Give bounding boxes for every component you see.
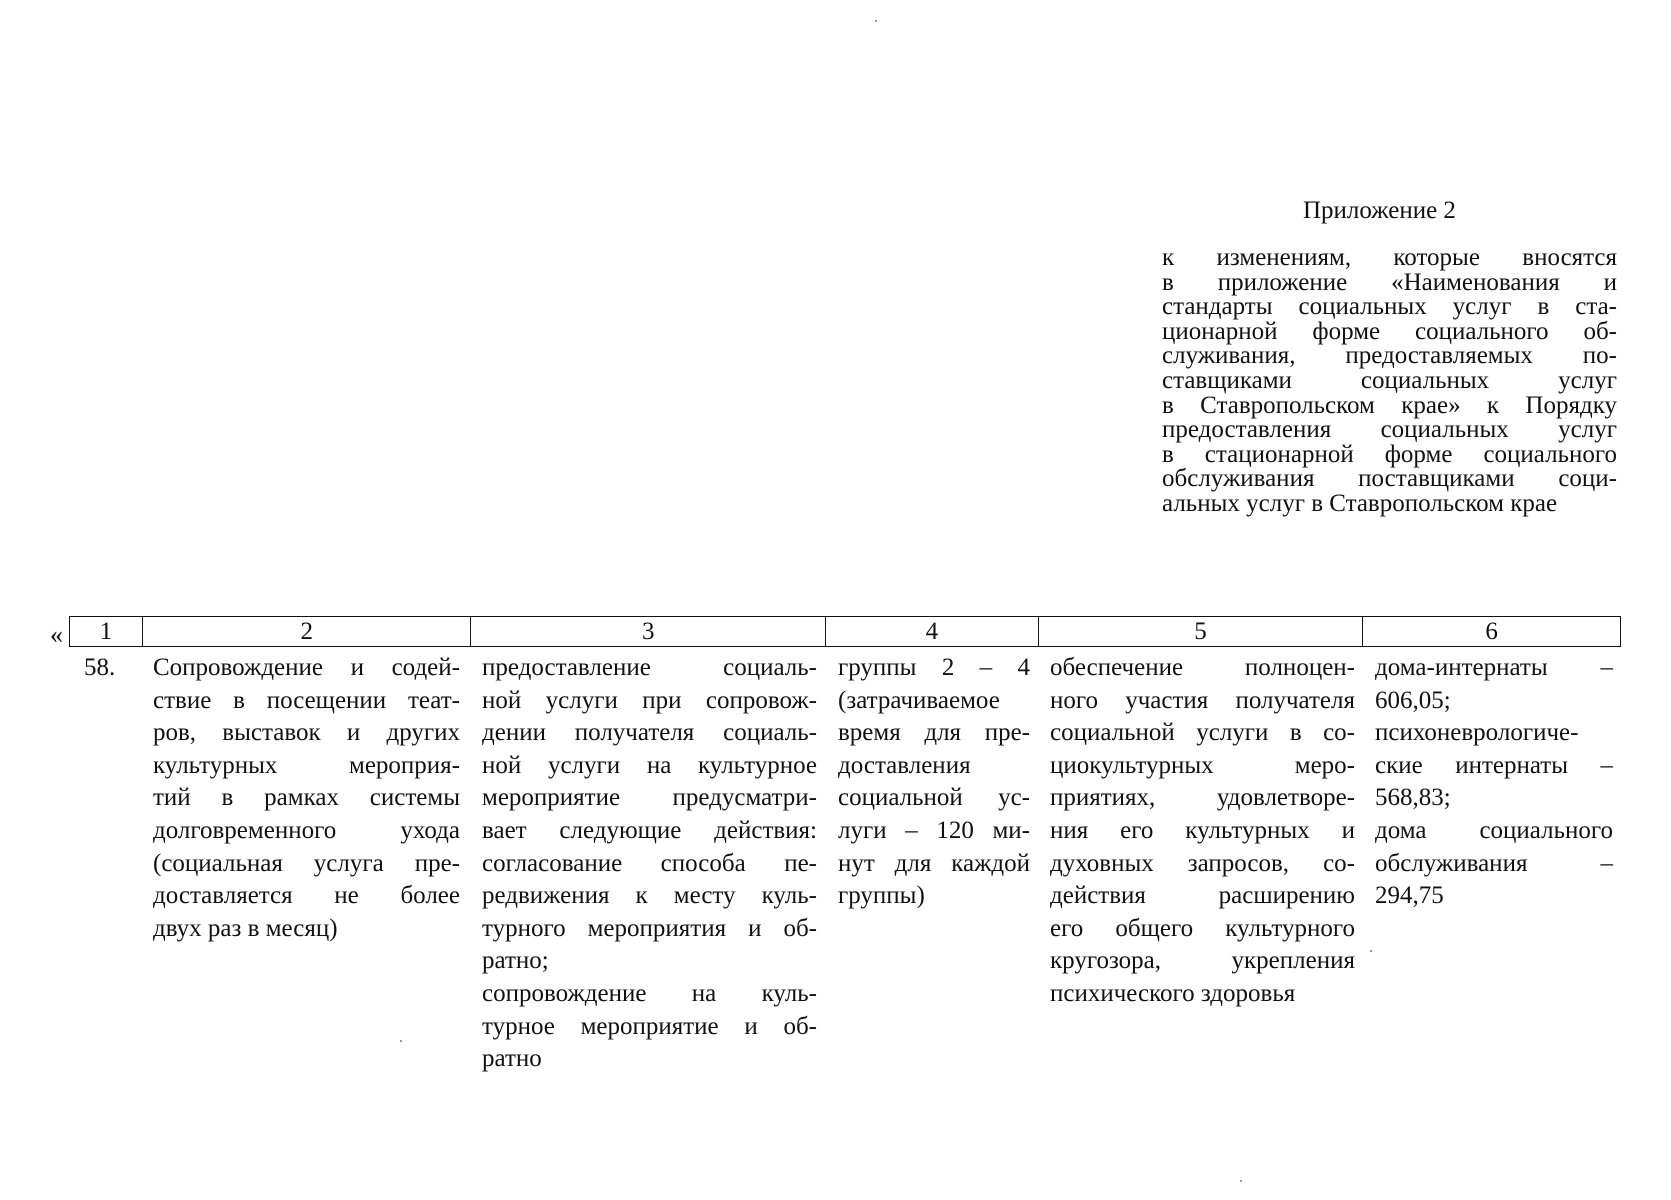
text-line: группы 2 – 4 bbox=[838, 654, 1030, 681]
text-line: его общего культурного bbox=[1050, 914, 1355, 942]
text-line: (затрачиваемое bbox=[838, 686, 1000, 714]
text-line: обслуживания поставщиками соци- bbox=[1162, 465, 1617, 493]
text-line: доставляется не более bbox=[153, 882, 460, 910]
text-line: предоставления социальных услуг bbox=[1162, 416, 1617, 444]
quality-indicators-cell bbox=[1050, 652, 1355, 1011]
text-line: ставщиками социальных услуг bbox=[1162, 366, 1617, 394]
text-line: кругозора, укрепления bbox=[1050, 947, 1355, 975]
opening-quote: « bbox=[50, 620, 63, 649]
text-line: нут для каждой bbox=[838, 849, 1030, 877]
text-line: 568,83; bbox=[1375, 784, 1451, 812]
text-line: стандарты социальных услуг в ста- bbox=[1162, 293, 1617, 321]
column-header-1: 1 bbox=[70, 617, 143, 646]
text-line: турное мероприятие и об- bbox=[482, 1012, 817, 1040]
text-line: доставления bbox=[838, 751, 971, 779]
column-header-6: 6 bbox=[1485, 618, 1498, 645]
table-header-row bbox=[69, 616, 1621, 647]
text-line: ного участия получателя bbox=[1050, 686, 1355, 714]
text-line: луги – 120 ми- bbox=[838, 816, 1030, 844]
text-line: альных услуг в Ставропольском крае bbox=[1162, 489, 1558, 517]
column-header-3: 3 bbox=[471, 617, 826, 646]
text-line: 294,75 bbox=[1375, 882, 1444, 910]
text-line: приятиях, удовлетворе- bbox=[1050, 784, 1355, 812]
text-line: вает следующие действия: bbox=[482, 816, 817, 844]
text-line: тий в рамках системы bbox=[153, 784, 460, 812]
text-line: ния его культурных и bbox=[1050, 816, 1355, 844]
text-line: ствие в посещении теат- bbox=[153, 686, 460, 714]
text-line: духовных запросов, со- bbox=[1050, 849, 1355, 877]
column-header-5: 5 bbox=[1039, 617, 1364, 646]
text-line: действия расширению bbox=[1050, 882, 1355, 910]
text-line: психического здоровья bbox=[1050, 979, 1296, 1007]
service-description-cell bbox=[482, 652, 817, 1076]
tariffs-cell bbox=[1375, 652, 1613, 913]
text-line: ров, выставок и других bbox=[153, 719, 460, 747]
text-line: двух раз в месяц) bbox=[153, 914, 338, 942]
text-line: ские интернаты – bbox=[1375, 751, 1613, 779]
text-line: в приложение «Наименования и bbox=[1162, 268, 1617, 296]
text-line: редвижения к месту куль- bbox=[482, 882, 817, 910]
text-line: 606,05; bbox=[1375, 686, 1451, 714]
text-line: ратно bbox=[482, 1045, 542, 1073]
text-line: ратно; bbox=[482, 947, 549, 975]
scan-speck bbox=[1240, 1180, 1242, 1182]
column-header-2: 2 bbox=[143, 617, 472, 646]
scan-speck bbox=[1370, 950, 1372, 952]
appendix-note bbox=[1162, 246, 1617, 517]
text-line: Сопровождение и содей- bbox=[153, 654, 460, 681]
time-norm-cell bbox=[838, 652, 1030, 913]
row-number: 58. bbox=[84, 654, 116, 681]
text-line: в стационарной форме социального bbox=[1162, 440, 1617, 468]
text-line: ной услуги на культурное bbox=[482, 751, 817, 779]
text-line: циокультурных меро- bbox=[1050, 751, 1355, 779]
text-line: дома социального bbox=[1375, 816, 1613, 844]
text-line: к изменениям, которые вносятся bbox=[1162, 244, 1617, 271]
text-line: время для пре- bbox=[838, 719, 1030, 747]
scan-speck bbox=[875, 20, 877, 22]
text-line: культурных мероприя- bbox=[153, 751, 460, 779]
scan-speck bbox=[400, 1040, 402, 1042]
column-header-4: 4 bbox=[826, 617, 1039, 646]
text-line: социальной ус- bbox=[838, 784, 1030, 812]
text-line: служивания, предоставляемых по- bbox=[1162, 342, 1617, 370]
text-line: группы) bbox=[838, 882, 925, 910]
text-line: ной услуги при сопровож- bbox=[482, 686, 817, 714]
text-line: социальной услуги в со- bbox=[1050, 719, 1355, 747]
text-line: мероприятие предусматри- bbox=[482, 784, 817, 812]
text-line: в Ставропольском крае» к Порядку bbox=[1162, 391, 1617, 419]
text-line: (социальная услуга пре- bbox=[153, 849, 460, 877]
text-line: обеспечение полноцен- bbox=[1050, 654, 1355, 681]
text-line: дома-интернаты – bbox=[1375, 654, 1613, 681]
text-line: предоставление социаль- bbox=[482, 654, 817, 681]
text-line: согласование способа пе- bbox=[482, 849, 817, 877]
text-line: сопровождение на куль- bbox=[482, 979, 817, 1007]
text-line: обслуживания – bbox=[1375, 849, 1613, 877]
text-line: ционарной форме социального об- bbox=[1162, 317, 1617, 345]
service-name-cell bbox=[153, 652, 460, 945]
text-line: психоневрологиче- bbox=[1375, 719, 1579, 747]
text-line: долговременного ухода bbox=[153, 816, 460, 844]
text-line: турного мероприятия и об- bbox=[482, 914, 817, 942]
appendix-title: Приложение 2 bbox=[1303, 197, 1456, 224]
text-line: дении получателя социаль- bbox=[482, 719, 817, 747]
